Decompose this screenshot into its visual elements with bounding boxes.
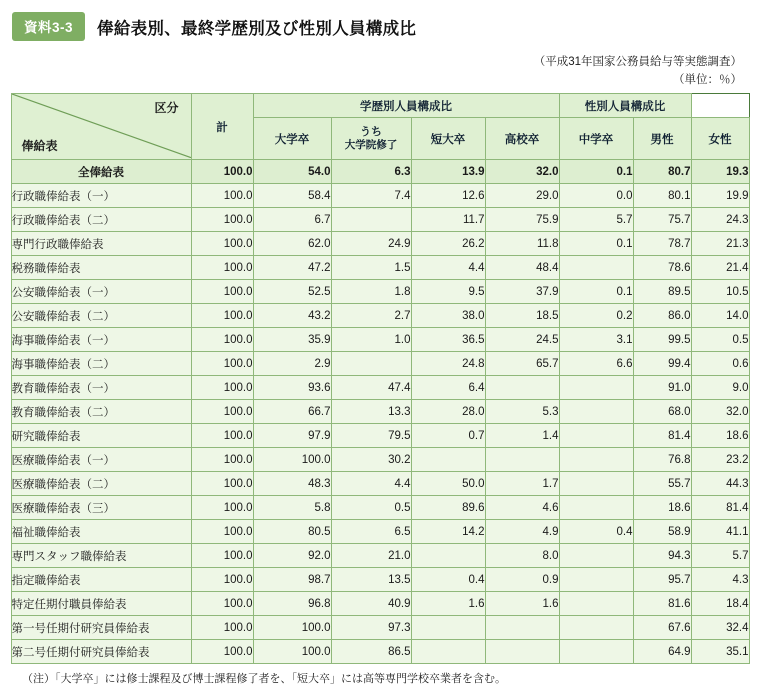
cell-graduate: 13.5 — [331, 568, 411, 592]
cell-male: 94.3 — [633, 544, 691, 568]
cell-high-school: 1.7 — [485, 472, 559, 496]
cell-university: 5.8 — [253, 496, 331, 520]
cell-total: 100.0 — [191, 304, 253, 328]
cell-male: 55.7 — [633, 472, 691, 496]
cell-junior-college: 89.6 — [411, 496, 485, 520]
cell-male: 78.6 — [633, 256, 691, 280]
cell-female: 21.4 — [691, 256, 749, 280]
cell-total: 100.0 — [191, 520, 253, 544]
cell-university: 80.5 — [253, 520, 331, 544]
cell-junior-high — [559, 616, 633, 640]
row-label: 公安職俸給表（一） — [11, 280, 191, 304]
row-axis-label: 俸給表 — [21, 139, 58, 153]
cell-high-school: 48.4 — [485, 256, 559, 280]
cell-graduate: 7.4 — [331, 184, 411, 208]
cell-male: 76.8 — [633, 448, 691, 472]
cell-total: 100.0 — [191, 376, 253, 400]
resource-badge: 資料3-3 — [12, 12, 85, 41]
cell-junior-high — [559, 376, 633, 400]
cell-graduate: 97.3 — [331, 616, 411, 640]
table-row — [11, 304, 749, 328]
cell-graduate: 30.2 — [331, 448, 411, 472]
col-group-education: 学歴別人員構成比 — [253, 94, 559, 118]
cell-male: 68.0 — [633, 400, 691, 424]
cell-male: 99.5 — [633, 328, 691, 352]
cell-female: 19.9 — [691, 184, 749, 208]
cell-junior-college: 12.6 — [411, 184, 485, 208]
cell-female: 4.3 — [691, 568, 749, 592]
table-row — [11, 520, 749, 544]
cell-total: 100.0 — [191, 544, 253, 568]
cell-junior-college: 36.5 — [411, 328, 485, 352]
table-row — [11, 184, 749, 208]
cell-junior-high — [559, 400, 633, 424]
cell-junior-high: 0.1 — [559, 232, 633, 256]
cell-university: 96.8 — [253, 592, 331, 616]
cell-university: 54.0 — [253, 160, 331, 184]
unit-note: （単位：％） — [673, 74, 742, 86]
table-row — [11, 280, 749, 304]
row-label: 全俸給表 — [11, 160, 191, 184]
cell-junior-college: 4.4 — [411, 256, 485, 280]
cell-university: 47.2 — [253, 256, 331, 280]
cell-female: 5.7 — [691, 544, 749, 568]
table-row — [11, 160, 749, 184]
row-label: 第二号任期付研究員俸給表 — [11, 640, 191, 664]
cell-high-school — [485, 640, 559, 664]
table-row — [11, 544, 749, 568]
cell-university: 43.2 — [253, 304, 331, 328]
col-header-total: 計 — [191, 94, 253, 160]
cell-high-school: 1.6 — [485, 592, 559, 616]
cell-junior-college: 14.2 — [411, 520, 485, 544]
cell-university: 6.7 — [253, 208, 331, 232]
table-row — [11, 328, 749, 352]
table-row — [11, 472, 749, 496]
cell-male: 89.5 — [633, 280, 691, 304]
table-head — [11, 94, 749, 160]
table-row — [11, 400, 749, 424]
cell-total: 100.0 — [191, 640, 253, 664]
composition-table — [11, 93, 750, 664]
table-row — [11, 568, 749, 592]
corner-axis-cell — [11, 94, 191, 160]
cell-male: 75.7 — [633, 208, 691, 232]
table-row — [11, 352, 749, 376]
cell-male: 18.6 — [633, 496, 691, 520]
cell-high-school: 24.5 — [485, 328, 559, 352]
row-label: 税務職俸給表 — [11, 256, 191, 280]
table-row — [11, 496, 749, 520]
row-label: 専門行政職俸給表 — [11, 232, 191, 256]
cell-junior-college — [411, 448, 485, 472]
cell-university: 98.7 — [253, 568, 331, 592]
cell-high-school: 0.9 — [485, 568, 559, 592]
cell-graduate: 24.9 — [331, 232, 411, 256]
cell-total: 100.0 — [191, 160, 253, 184]
cell-university: 66.7 — [253, 400, 331, 424]
cell-total: 100.0 — [191, 568, 253, 592]
cell-junior-college: 50.0 — [411, 472, 485, 496]
table-row — [11, 424, 749, 448]
cell-graduate: 1.8 — [331, 280, 411, 304]
cell-university: 100.0 — [253, 640, 331, 664]
cell-junior-college — [411, 640, 485, 664]
cell-junior-high — [559, 448, 633, 472]
cell-junior-college: 28.0 — [411, 400, 485, 424]
cell-university: 58.4 — [253, 184, 331, 208]
cell-graduate: 40.9 — [331, 592, 411, 616]
cell-junior-high: 0.1 — [559, 280, 633, 304]
col-header-high-school: 高校卒 — [485, 118, 559, 160]
col-header-graduate — [331, 118, 411, 160]
cell-high-school: 8.0 — [485, 544, 559, 568]
cell-total: 100.0 — [191, 328, 253, 352]
cell-university: 35.9 — [253, 328, 331, 352]
cell-junior-high: 0.0 — [559, 184, 633, 208]
row-label: 専門スタッフ職俸給表 — [11, 544, 191, 568]
cell-university: 100.0 — [253, 616, 331, 640]
cell-graduate: 0.5 — [331, 496, 411, 520]
cell-university: 48.3 — [253, 472, 331, 496]
cell-junior-college: 0.7 — [411, 424, 485, 448]
cell-junior-college: 11.7 — [411, 208, 485, 232]
cell-junior-high — [559, 544, 633, 568]
cell-male: 58.9 — [633, 520, 691, 544]
cell-male: 91.0 — [633, 376, 691, 400]
cell-male: 81.6 — [633, 592, 691, 616]
cell-junior-college: 0.4 — [411, 568, 485, 592]
cell-high-school: 5.3 — [485, 400, 559, 424]
cell-total: 100.0 — [191, 472, 253, 496]
cell-male: 81.4 — [633, 424, 691, 448]
cell-high-school: 32.0 — [485, 160, 559, 184]
cell-female: 0.6 — [691, 352, 749, 376]
cell-total: 100.0 — [191, 592, 253, 616]
col-header-junior-college: 短大卒 — [411, 118, 485, 160]
cell-junior-college: 1.6 — [411, 592, 485, 616]
cell-junior-college — [411, 616, 485, 640]
col-header-graduate-bottom: 大学院修了 — [344, 138, 398, 151]
cell-total: 100.0 — [191, 616, 253, 640]
cell-high-school — [485, 376, 559, 400]
table-row — [11, 616, 749, 640]
cell-female: 10.5 — [691, 280, 749, 304]
cell-graduate: 2.7 — [331, 304, 411, 328]
cell-junior-high — [559, 424, 633, 448]
cell-high-school: 75.9 — [485, 208, 559, 232]
cell-high-school: 1.4 — [485, 424, 559, 448]
cell-high-school — [485, 616, 559, 640]
row-label: 医療職俸給表（三） — [11, 496, 191, 520]
document-header — [12, 12, 750, 41]
cell-university: 52.5 — [253, 280, 331, 304]
cell-male: 99.4 — [633, 352, 691, 376]
cell-junior-high — [559, 472, 633, 496]
cell-high-school: 4.9 — [485, 520, 559, 544]
cell-graduate: 1.5 — [331, 256, 411, 280]
row-label: 教育職俸給表（一） — [11, 376, 191, 400]
cell-male: 95.7 — [633, 568, 691, 592]
table-row — [11, 592, 749, 616]
cell-high-school — [485, 448, 559, 472]
cell-high-school: 11.8 — [485, 232, 559, 256]
cell-junior-high: 3.1 — [559, 328, 633, 352]
cell-female: 44.3 — [691, 472, 749, 496]
cell-junior-high — [559, 592, 633, 616]
cell-junior-college: 6.4 — [411, 376, 485, 400]
cell-junior-college: 38.0 — [411, 304, 485, 328]
cell-junior-college — [411, 544, 485, 568]
cell-total: 100.0 — [191, 352, 253, 376]
cell-university: 62.0 — [253, 232, 331, 256]
cell-university: 2.9 — [253, 352, 331, 376]
cell-female: 0.5 — [691, 328, 749, 352]
cell-university: 97.9 — [253, 424, 331, 448]
cell-graduate — [331, 352, 411, 376]
cell-female: 35.1 — [691, 640, 749, 664]
cell-junior-college: 24.8 — [411, 352, 485, 376]
cell-high-school: 18.5 — [485, 304, 559, 328]
cell-male: 86.0 — [633, 304, 691, 328]
cell-graduate: 13.3 — [331, 400, 411, 424]
cell-female: 9.0 — [691, 376, 749, 400]
row-label: 医療職俸給表（二） — [11, 472, 191, 496]
cell-graduate: 4.4 — [331, 472, 411, 496]
row-label: 指定職俸給表 — [11, 568, 191, 592]
cell-male: 67.6 — [633, 616, 691, 640]
cell-graduate: 86.5 — [331, 640, 411, 664]
cell-graduate: 6.3 — [331, 160, 411, 184]
page-title: 俸給表別、最終学歴別及び性別人員構成比 — [97, 19, 417, 38]
cell-total: 100.0 — [191, 424, 253, 448]
cell-male: 80.1 — [633, 184, 691, 208]
cell-high-school: 37.9 — [485, 280, 559, 304]
cell-total: 100.0 — [191, 400, 253, 424]
cell-total: 100.0 — [191, 232, 253, 256]
cell-high-school: 65.7 — [485, 352, 559, 376]
row-label: 海事職俸給表（一） — [11, 328, 191, 352]
cell-male: 80.7 — [633, 160, 691, 184]
cell-female: 23.2 — [691, 448, 749, 472]
cell-female: 18.6 — [691, 424, 749, 448]
cell-junior-high — [559, 640, 633, 664]
table-row — [11, 640, 749, 664]
row-label: 研究職俸給表 — [11, 424, 191, 448]
cell-junior-high: 5.7 — [559, 208, 633, 232]
cell-graduate: 1.0 — [331, 328, 411, 352]
cell-graduate — [331, 208, 411, 232]
cell-total: 100.0 — [191, 208, 253, 232]
col-header-junior-high: 中学卒 — [559, 118, 633, 160]
cell-junior-high — [559, 256, 633, 280]
cell-total: 100.0 — [191, 496, 253, 520]
source-note: （平成31年国家公務員給与等実態調査） — [533, 56, 742, 68]
cell-female: 32.4 — [691, 616, 749, 640]
table-row — [11, 448, 749, 472]
cell-university: 100.0 — [253, 448, 331, 472]
cell-female: 41.1 — [691, 520, 749, 544]
cell-male: 64.9 — [633, 640, 691, 664]
cell-junior-college: 26.2 — [411, 232, 485, 256]
cell-total: 100.0 — [191, 448, 253, 472]
col-header-male: 男性 — [633, 118, 691, 160]
cell-female: 21.3 — [691, 232, 749, 256]
cell-graduate: 47.4 — [331, 376, 411, 400]
header-row-group — [11, 94, 749, 118]
cell-junior-high: 0.1 — [559, 160, 633, 184]
row-label: 教育職俸給表（二） — [11, 400, 191, 424]
cell-high-school: 4.6 — [485, 496, 559, 520]
col-header-graduate-top: うち — [360, 126, 382, 139]
cell-junior-college: 13.9 — [411, 160, 485, 184]
cell-graduate: 6.5 — [331, 520, 411, 544]
cell-junior-high — [559, 568, 633, 592]
cell-junior-high: 0.2 — [559, 304, 633, 328]
cell-female: 24.3 — [691, 208, 749, 232]
cell-graduate: 21.0 — [331, 544, 411, 568]
cell-total: 100.0 — [191, 256, 253, 280]
row-label: 特定任期付職員俸給表 — [11, 592, 191, 616]
table-row — [11, 232, 749, 256]
cell-high-school: 29.0 — [485, 184, 559, 208]
cell-female: 19.3 — [691, 160, 749, 184]
row-label: 医療職俸給表（一） — [11, 448, 191, 472]
table-footnote: （注）「大学卒」には修士課程及び博士課程修了者を、「短大卒」には高等専門学校卒業者を含む。 — [22, 673, 506, 685]
col-header-university: 大学卒 — [253, 118, 331, 160]
cell-female: 32.0 — [691, 400, 749, 424]
cell-total: 100.0 — [191, 184, 253, 208]
row-label: 第一号任期付研究員俸給表 — [11, 616, 191, 640]
col-group-gender: 性別人員構成比 — [559, 94, 691, 118]
col-header-female: 女性 — [691, 118, 749, 160]
row-label: 行政職俸給表（一） — [11, 184, 191, 208]
table-row — [11, 208, 749, 232]
column-axis-label: 区分 — [154, 101, 179, 115]
table-body — [11, 160, 749, 664]
cell-female: 81.4 — [691, 496, 749, 520]
row-label: 公安職俸給表（二） — [11, 304, 191, 328]
cell-female: 18.4 — [691, 592, 749, 616]
table-row — [11, 256, 749, 280]
cell-graduate: 79.5 — [331, 424, 411, 448]
table-row — [11, 376, 749, 400]
cell-junior-high: 0.4 — [559, 520, 633, 544]
cell-female: 14.0 — [691, 304, 749, 328]
row-label: 行政職俸給表（二） — [11, 208, 191, 232]
row-label: 福祉職俸給表 — [11, 520, 191, 544]
cell-total: 100.0 — [191, 280, 253, 304]
cell-junior-high: 6.6 — [559, 352, 633, 376]
cell-university: 93.6 — [253, 376, 331, 400]
cell-university: 92.0 — [253, 544, 331, 568]
cell-male: 78.7 — [633, 232, 691, 256]
cell-junior-college: 9.5 — [411, 280, 485, 304]
row-label: 海事職俸給表（二） — [11, 352, 191, 376]
cell-junior-high — [559, 496, 633, 520]
